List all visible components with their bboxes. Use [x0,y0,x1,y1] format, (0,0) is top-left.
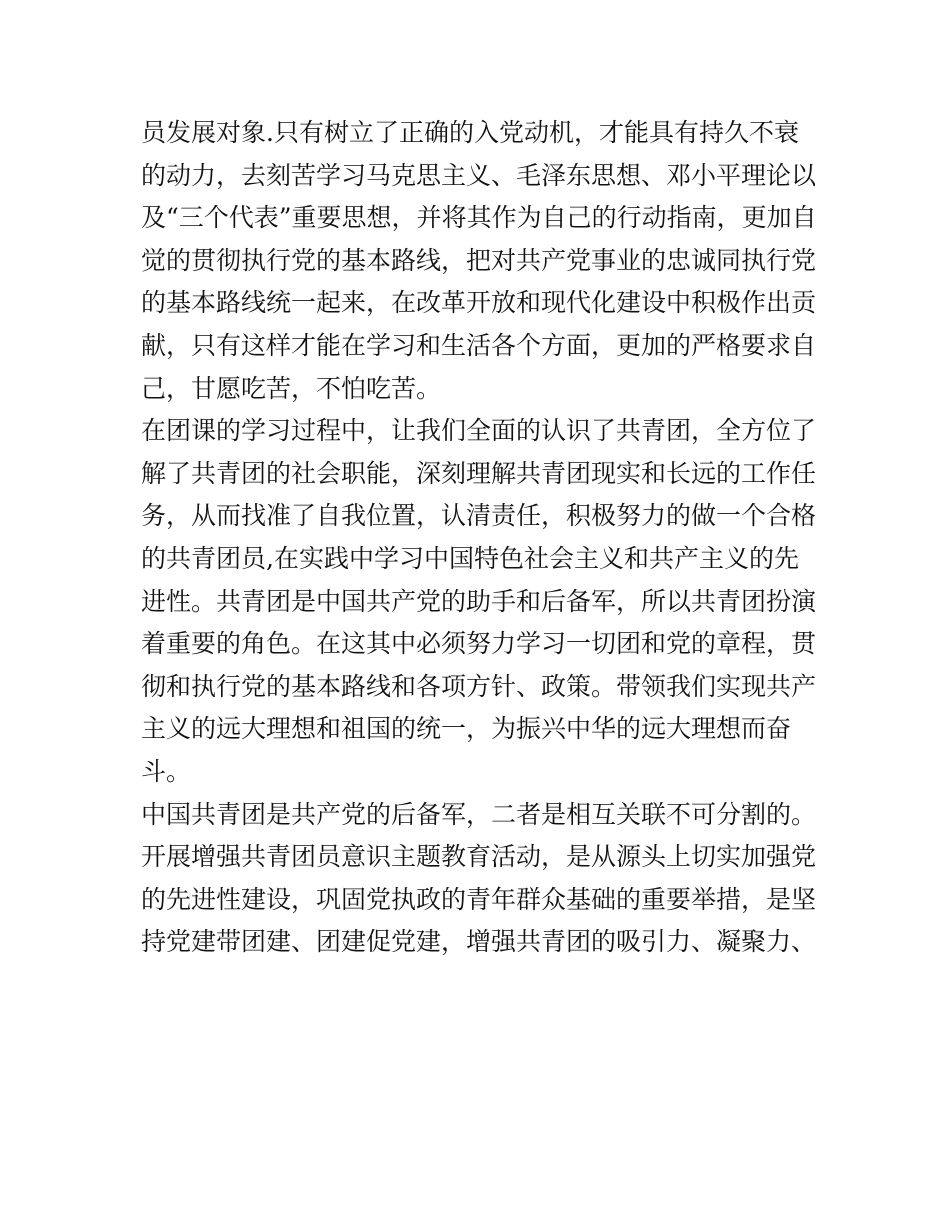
text-line-9: 解了共青团的社会职能，深刻理解共青团现实和长远的工作任 [141,458,817,488]
text-line-6: 献，只有这样才能在学习和生活各个方面，更加的严格要求自 [141,330,817,360]
text-line-4: 觉的贯彻执行党的基本路线，把对共产党事业的忠诚同执行党 [141,245,817,275]
text-line-13: 着重要的角色。在这其中必须努力学习一切团和党的章程，贯 [141,629,817,659]
text-line-20: 持党建带团建、团建促党建，增强共青团的吸引力、凝聚力、 [141,927,817,957]
text-line-11: 的共青团员,在实践中学习中国特色社会主义和共产主义的先 [141,543,799,573]
text-line-2: 的动力，去刻苦学习马克思主义、毛泽东思想、邓小平理论以 [141,160,817,190]
text-line-1: 员发展对象.只有树立了正确的入党动机，才能具有持久不衰 [141,118,799,147]
document-body [141,112,821,964]
text-line-3: 及“三个代表”重要思想，并将其作为自己的行动指南，更加自 [141,203,817,233]
text-line-16: 斗。 [141,756,192,786]
text-line-10: 务，从而找准了自我位置，认清责任，积极努力的做一个合格 [141,501,817,531]
text-line-7: 己，甘愿吃苦，不怕吃苦。 [141,373,442,403]
text-line-17: 中国共青团是共产党的后备军，二者是相互关联不可分割的。 [141,799,817,829]
text-line-18: 开展增强共青团员意识主题教育活动，是从源头上切实加强党 [141,842,817,872]
text-line-15: 主义的远大理想和祖国的统一，为振兴中华的远大理想而奋 [141,714,792,744]
text-line-14: 彻和执行党的基本路线和各项方针、政策。带领我们实现共产 [141,671,817,701]
text-line-12: 进性。共青团是中国共产党的助手和后备军，所以共青团扮演 [141,586,817,616]
text-line-5: 的基本路线统一起来，在改革开放和现代化建设中积极作出贡 [141,288,817,318]
text-line-19: 的先进性建设，巩固党执政的青年群众基础的重要举措，是坚 [141,884,817,914]
text-line-8: 在团课的学习过程中，让我们全面的认识了共青团，全方位了 [141,416,817,446]
